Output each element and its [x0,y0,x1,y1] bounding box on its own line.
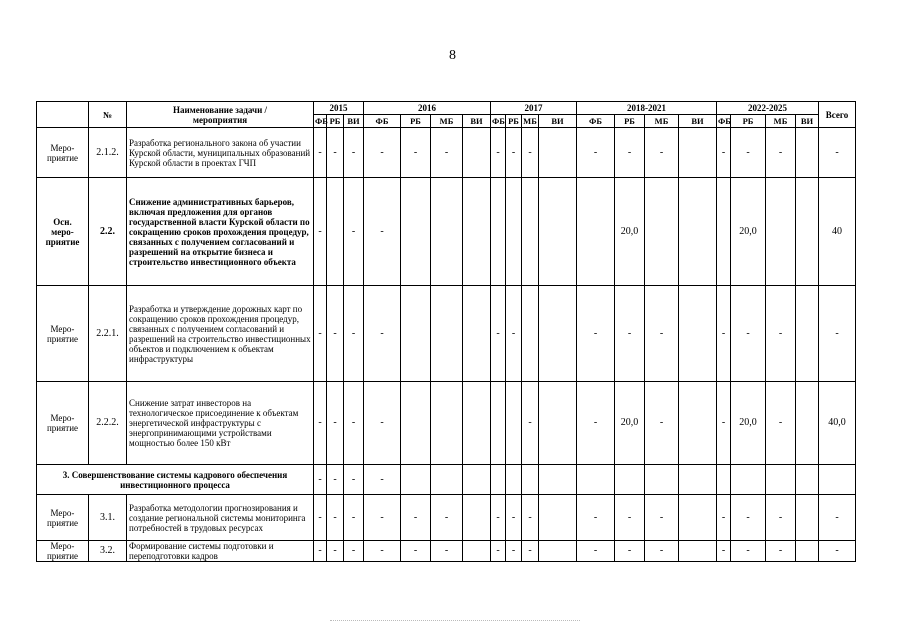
funding-cell: - [401,495,431,541]
row-type-line: Меро- [50,142,75,153]
funding-cell: - [314,286,327,382]
funding-cell [577,465,615,495]
funding-cell [539,286,577,382]
funding-cell [679,465,717,495]
funding-cell [645,178,679,286]
total-cell: 40,0 [819,382,856,465]
funding-cell [431,465,463,495]
funding-cell: - [431,541,463,562]
header-source: ФБ [577,115,615,128]
header-source: ВИ [463,115,491,128]
table-row [37,382,856,465]
funding-cell: - [344,178,364,286]
row-type-line: Осн. [53,216,72,227]
funding-cell [506,178,522,286]
row-description: Снижение административных барьеров, включая предложения для органов государственной власти Курской области по сокращению сроков прохождения процедур, связанных с получением согласований и разрешений на открытие бизнеса и строительство инвестиционного объекта [127,178,314,286]
header-row-years [37,102,856,115]
row-type-line: приятие [46,517,79,528]
funding-cell [463,178,491,286]
funding-cell: - [327,128,344,178]
header-name [127,102,314,128]
funding-cell: - [344,541,364,562]
funding-cell: - [522,495,539,541]
row-type [37,495,89,541]
funding-cell: - [506,128,522,178]
funding-cell [679,495,717,541]
funding-cell [463,541,491,562]
row-type-line: Меро- [50,507,75,518]
funding-cell: - [717,382,731,465]
funding-cell: - [731,286,766,382]
funding-cell [539,495,577,541]
funding-cell: - [344,495,364,541]
funding-cell [679,382,717,465]
funding-cell: - [615,495,645,541]
funding-cell [679,286,717,382]
funding-cell [327,178,344,286]
row-number: 2.2. [89,178,127,286]
funding-cell [431,382,463,465]
header-name-line2: мероприятия [192,114,248,125]
header-number: № [89,102,127,128]
funding-cell: - [577,382,615,465]
funding-cell: - [577,541,615,562]
funding-cell [506,465,522,495]
funding-cell: - [364,465,401,495]
funding-cell: - [401,128,431,178]
funding-cell: - [364,128,401,178]
funding-cell [463,382,491,465]
funding-cell [491,382,506,465]
funding-cell [796,541,819,562]
total-cell: 40 [819,178,856,286]
funding-cell [463,286,491,382]
funding-cell: - [577,495,615,541]
header-source: РБ [731,115,766,128]
funding-cell: 20,0 [615,178,645,286]
funding-cell [645,465,679,495]
funding-cell [431,286,463,382]
funding-cell [401,286,431,382]
funding-cell: - [491,495,506,541]
row-type-line: приятие [46,152,79,163]
funding-cell: - [364,541,401,562]
funding-cell: - [364,495,401,541]
funding-cell: - [431,128,463,178]
header-source: РБ [506,115,522,128]
funding-cell: - [314,178,327,286]
header-type [37,102,89,128]
funding-cell: - [327,495,344,541]
funding-cell: - [344,286,364,382]
funding-cell [463,495,491,541]
funding-cell [679,178,717,286]
funding-cell [539,382,577,465]
row-description: Разработка регионального закона об участии Курской области, муниципальных образований Курской области в проектах ГЧП [127,128,314,178]
scan-dots-divider [330,620,580,623]
funding-cell: - [766,286,796,382]
funding-cell [522,178,539,286]
header-source: ФБ [718,116,731,126]
funding-cell: - [615,128,645,178]
funding-cell: - [364,382,401,465]
row-type-line: Меро- [50,323,75,334]
funding-cell [766,465,796,495]
funding-cell [539,128,577,178]
funding-cell: - [731,128,766,178]
funding-cell: - [344,465,364,495]
header-source: ВИ [679,115,717,128]
funding-cell: - [344,382,364,465]
funding-cell: - [506,541,522,562]
funding-cell [401,178,431,286]
table-body [37,128,856,562]
row-type [37,382,89,465]
funding-cell [539,541,577,562]
funding-cell: - [327,286,344,382]
row-description: Разработка методологии прогнозирования и создание региональной системы мониторинга потребностей в трудовых ресурсах [127,495,314,541]
funding-cell [401,465,431,495]
funding-cell [796,128,819,178]
funding-cell: - [645,286,679,382]
header-year-2018-2021: 2018-2021 [577,102,717,115]
funding-cell: 20,0 [731,178,766,286]
funding-cell: - [314,465,327,495]
funding-cell [506,382,522,465]
funding-cell: - [314,382,327,465]
row-number: 2.2.2. [89,382,127,465]
header-source: ВИ [539,115,577,128]
funding-cell [522,286,539,382]
funding-cell: - [717,128,731,178]
funding-cell [401,382,431,465]
header-source: ВИ [796,115,819,128]
funding-cell [796,382,819,465]
row-number: 2.2.1. [89,286,127,382]
section-row [37,465,856,495]
funding-cell [539,178,577,286]
funding-cell: - [522,382,539,465]
total-cell [819,465,856,495]
row-number: 2.1.2. [89,128,127,178]
table-row [37,178,856,286]
funding-cell: - [717,286,731,382]
funding-cell: 20,0 [731,382,766,465]
funding-cell: - [766,128,796,178]
funding-cell: - [314,541,327,562]
row-type-line: приятие [46,333,79,344]
funding-cell: - [577,128,615,178]
row-type-line: приятие [46,423,79,433]
total-cell: - [819,541,856,562]
funding-cell: - [766,541,796,562]
funding-cell: - [645,128,679,178]
funding-cell: - [364,178,401,286]
funding-cell [577,178,615,286]
funding-cell: - [431,495,463,541]
header-year-2017: 2017 [491,102,577,115]
funding-cell: - [522,128,539,178]
row-type-line: Меро- [50,413,75,423]
funding-cell [463,128,491,178]
funding-cell: - [522,541,539,562]
funding-cell: - [577,286,615,382]
row-type-line: приятие [46,551,79,561]
funding-cell: - [506,495,522,541]
header-source: МБ [645,115,679,128]
header-source: МБ [431,115,463,128]
table-row [37,128,856,178]
row-description: Формирование системы подготовки и переподготовки кадров [127,541,314,562]
funding-cell: 20,0 [615,382,645,465]
funding-cell: - [327,541,344,562]
row-type [37,178,89,286]
row-number: 3.1. [89,495,127,541]
funding-cell: - [645,495,679,541]
funding-cell [491,465,506,495]
header-year-2015: 2015 [314,102,364,115]
funding-cell [679,128,717,178]
header-year-2022-2025: 2022-2025 [717,102,819,115]
funding-cell: - [717,495,731,541]
funding-cell: - [314,128,327,178]
header-name-line1: Наименование задачи / [172,104,268,115]
funding-cell: - [717,541,731,562]
total-cell: - [819,286,856,382]
funding-cell [766,178,796,286]
funding-cell: - [491,286,506,382]
funding-cell [491,178,506,286]
total-cell: - [819,495,856,541]
funding-cell: - [327,465,344,495]
row-description: Разработка и утверждение дорожных карт по сокращению сроков прохождения процедур, связанных с получением согласований и разрешений на строительство инвестиционных объектов и подключением к объектам инфраструктуры [127,286,314,382]
budget-table [36,101,856,562]
funding-cell [717,178,731,286]
header-source: РБ [327,115,344,128]
funding-cell [522,465,539,495]
table-row [37,541,856,562]
funding-cell [796,465,819,495]
funding-cell [796,178,819,286]
header-source: РБ [615,115,645,128]
funding-cell [431,178,463,286]
total-cell: - [819,128,856,178]
header-source: ФБ [364,115,401,128]
funding-cell: - [364,286,401,382]
funding-cell [679,541,717,562]
funding-cell [615,465,645,495]
funding-cell [796,495,819,541]
row-description: Снижение затрат инвесторов на технологическое присоединение к объектам энергетической инфраструктуры с энергопринимающими устройствами мощностью более 150 кВт [127,382,314,465]
row-type [37,286,89,382]
funding-cell [717,465,731,495]
row-type-line: приятие [45,236,80,247]
funding-cell: - [731,495,766,541]
funding-cell: - [615,286,645,382]
header-source: МБ [523,116,537,126]
header-source: ФБ [315,116,328,126]
header-source: МБ [766,115,796,128]
page-number: 8 [449,48,456,63]
section-title: 3. Совершенствование системы кадрового обеспечения инвестиционного процесса [37,465,314,495]
funding-cell [463,465,491,495]
funding-cell: - [615,541,645,562]
funding-cell: - [344,128,364,178]
funding-cell: - [645,541,679,562]
table-row [37,495,856,541]
header-source: РБ [401,115,431,128]
row-type-line: Меро- [50,541,75,551]
row-type [37,541,89,562]
header-source: ВИ [344,115,364,128]
funding-cell: - [401,541,431,562]
funding-cell [796,286,819,382]
funding-cell [731,465,766,495]
header-source: ФБ [492,116,505,126]
row-type [37,128,89,178]
funding-cell: - [645,382,679,465]
row-type-line: меро- [51,226,74,237]
funding-cell: - [491,128,506,178]
funding-cell: - [327,382,344,465]
header-year-2016: 2016 [364,102,491,115]
funding-cell: - [491,541,506,562]
funding-cell: - [731,541,766,562]
funding-cell: - [506,286,522,382]
table-row [37,286,856,382]
funding-cell: - [314,495,327,541]
funding-cell: - [766,382,796,465]
funding-cell [539,465,577,495]
row-number: 3.2. [89,541,127,562]
header-total: Всего [819,102,856,128]
funding-cell: - [766,495,796,541]
